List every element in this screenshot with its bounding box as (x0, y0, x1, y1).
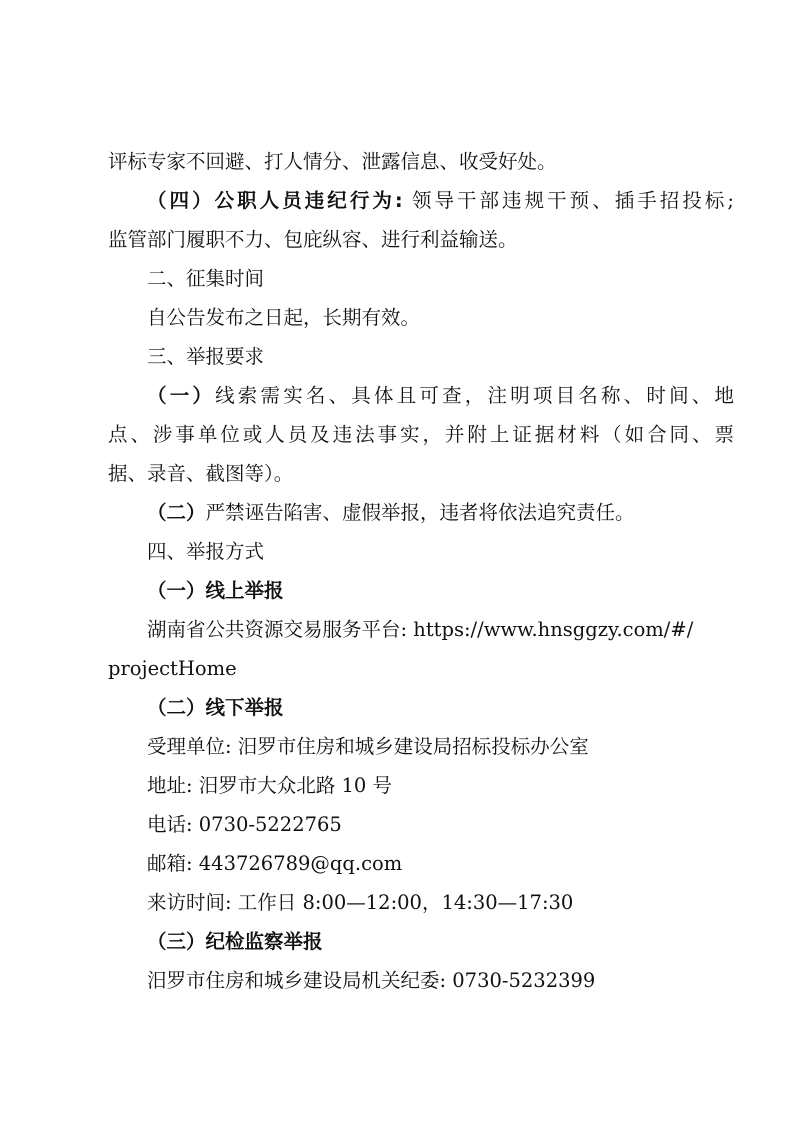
section-4-item-3-heading: （三）纪检监察举报 (147, 930, 323, 953)
platform-line: 湖南省公共资源交易服务平台: https://www.hnsggzy.com/#/ (147, 618, 694, 641)
section-3-item-2-line (147, 500, 734, 526)
section-2-text: 自公告发布之日起，长期有效。 (147, 306, 421, 329)
section-4-item-2-heading: （二）线下举报 (147, 696, 284, 719)
text-line: 监管部门履职不力、包庇纵容、进行利益输送。 (108, 228, 518, 251)
text-line: 据、录音、截图等）。 (108, 462, 294, 485)
paragraph-4-heading: （四）公职人员违纪行为: (147, 189, 403, 212)
discipline-line: 汨罗市住房和城乡建设局机关纪委: 0730-5232399 (147, 969, 596, 992)
section-2-title: 二、征集时间 (147, 267, 265, 290)
section-3-title: 三、举报要求 (147, 345, 265, 368)
item-text: 线索需实名、具体且可查，注明项目名称、时间、地 (215, 384, 734, 407)
paragraph-4-line (147, 188, 734, 214)
text-line: 点、涉事单位或人员及违法事实，并附上证据材料（如合同、票 (108, 423, 734, 446)
section-4-title: 四、举报方式 (147, 540, 265, 563)
address-line: 地址: 汨罗市大众北路 10 号 (147, 774, 392, 797)
platform-url-continuation: projectHome (108, 657, 237, 680)
unit-line: 受理单位: 汨罗市住房和城乡建设局招标投标办公室 (147, 735, 589, 758)
text-line: 评标专家不回避、打人情分、泄露信息、收受好处。 (108, 150, 557, 173)
paragraph-4-text: 领导干部违规干预、插手招投标; (402, 189, 734, 212)
item-text: 严禁诬告陷害、虚假举报，违者将依法追究责任。 (205, 501, 635, 524)
section-4-item-1-heading: （一）线上举报 (147, 579, 284, 602)
item-heading: （二） (147, 501, 206, 524)
phone-line: 电话: 0730-5222765 (147, 813, 342, 836)
item-heading: （一） (147, 384, 216, 407)
email-line: 邮箱: 443726789@qq.com (147, 852, 403, 875)
section-3-item-1-line (147, 383, 734, 409)
hours-line: 来访时间: 工作日 8:00—12:00，14:30—17:30 (147, 891, 574, 914)
